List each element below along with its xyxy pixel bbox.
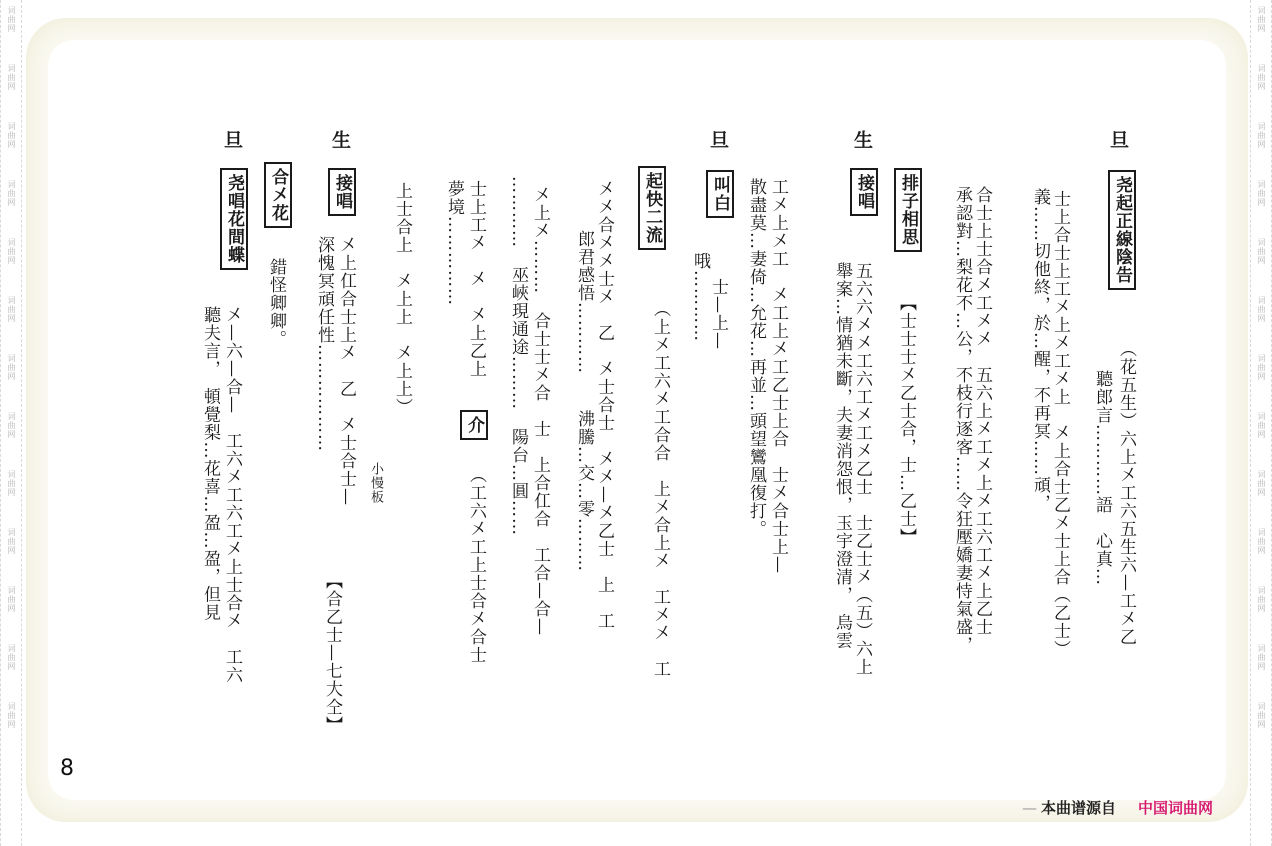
score-column-boxed — [850, 168, 878, 216]
score-column-text — [222, 306, 242, 684]
notation-line: 㐅—六—合— 工六㐅工六工㐅上士合㐅 工六 — [222, 306, 242, 684]
source-dash: — — [1022, 798, 1037, 817]
section-heading: 排子相思 — [894, 168, 922, 252]
watermark-text: 词曲网 — [1257, 6, 1266, 33]
score-column-text — [650, 300, 670, 678]
notation-line: 聽夫言， 頓覺梨…花喜…盈…盈，但見 — [200, 306, 220, 622]
notation-line: 散盡莫…妻倚…允花…再並…頭望鸞凰復打。 — [746, 178, 766, 538]
notation-line: 聽郎言…………語 心真… — [1092, 370, 1112, 586]
watermark-text: 词曲网 — [1257, 644, 1266, 671]
notation-line: 㐅㐅合㐅㐅士㐅 乙 㐅士合士 㐅㐅—㐅乙士 上 工 — [594, 180, 614, 630]
role-label: 生 — [851, 130, 873, 150]
right-watermark-strip — [1250, 0, 1272, 846]
role-label: 旦 — [1107, 130, 1129, 150]
score-column-text — [690, 252, 710, 342]
notation-line: 小慢板 — [368, 462, 383, 504]
score-column-text — [200, 306, 220, 622]
section-heading: 尧起正線陰告 — [1108, 170, 1136, 290]
section-heading: 合㐅花 — [264, 162, 292, 228]
notation-line: 上士合上 㐅上上 㐅上上） — [392, 182, 412, 416]
notation-line: 錯怪卿卿。 — [266, 258, 286, 348]
watermark-text: 词曲网 — [7, 528, 16, 555]
score-column-role — [1108, 130, 1128, 150]
notation-line: 承認對…梨花不…公，不枝行逐客……令狂壓嬌妻恃氣盛， — [952, 186, 972, 654]
watermark-text: 词曲网 — [7, 412, 16, 439]
notation-line: 【合乙士—七大仝】 — [322, 572, 342, 734]
score-column-text — [594, 180, 614, 630]
score-column-small — [368, 462, 383, 504]
score-column-boxed — [264, 162, 292, 228]
section-heading: 接唱 — [850, 168, 878, 216]
notation-line: 㐅上仜合士上㐅 乙 㐅士合士— — [336, 236, 356, 506]
watermark-text: 词曲网 — [1257, 354, 1266, 381]
notation-line: 士—上— — [708, 278, 728, 350]
notation-line: 合士上士合㐅工㐅㐅 五六上㐅工㐅上㐅工六工㐅上乙士 — [972, 186, 992, 636]
watermark-text: 词曲网 — [1257, 238, 1266, 265]
score-column-text — [322, 572, 342, 734]
score-column-boxed — [638, 166, 666, 250]
score-column-text — [952, 186, 972, 654]
section-heading: 接唱 — [328, 168, 356, 216]
watermark-text: 词曲网 — [7, 470, 16, 497]
score-column-text — [444, 180, 464, 306]
score-column-text — [266, 258, 286, 348]
score-column-text — [768, 178, 788, 574]
notation-line: 士上合士上工㐅上㐅工㐅上 㐅上合士乙㐅士上合（乙士） — [1050, 190, 1070, 658]
notation-line: 舉案…情猶未斷，夫妻消怨恨，玉宇澄清， 烏雲 — [832, 262, 852, 650]
watermark-text: 词曲网 — [7, 644, 16, 671]
score-column-boxed — [706, 170, 734, 218]
watermark-text: 词曲网 — [7, 64, 16, 91]
notation-line: 工㐅上㐅工 㐅工上㐅工乙士上合 士㐅合士上— — [768, 178, 788, 574]
score-column-text — [574, 230, 594, 572]
watermark-text: 词曲网 — [7, 296, 16, 323]
watermark-text: 词曲网 — [7, 702, 16, 729]
score-column-text — [508, 176, 528, 536]
notation-line: 夢境…………… — [444, 180, 464, 306]
watermark-text: 词曲网 — [1257, 702, 1266, 729]
role-label: 生 — [329, 130, 351, 150]
score-column-text — [1030, 188, 1050, 512]
watermark-text: 词曲网 — [7, 122, 16, 149]
score-column-boxed — [460, 410, 488, 440]
watermark-text: 词曲网 — [1257, 122, 1266, 149]
score-column-boxed — [328, 168, 356, 216]
watermark-text: 词曲网 — [1257, 180, 1266, 207]
score-column-role — [852, 130, 872, 150]
notation-line: 【士士士㐅乙士合，士…乙士】 — [896, 294, 916, 546]
section-heading: 起快二流 — [638, 166, 666, 250]
page-number: 8 — [60, 756, 74, 781]
watermark-text: 词曲网 — [1257, 528, 1266, 555]
section-heading: 尧唱花間蝶 — [220, 168, 248, 270]
score-column-text — [466, 180, 486, 378]
score-column-text — [466, 466, 486, 664]
watermark-text: 词曲网 — [1257, 64, 1266, 91]
source-credit — [1022, 797, 1213, 818]
watermark-text: 词曲网 — [7, 238, 16, 265]
score-column-role — [708, 130, 728, 150]
score-column-text — [852, 262, 872, 676]
score-column-text — [746, 178, 766, 538]
watermark-text: 词曲网 — [7, 586, 16, 613]
score-column-text — [1116, 340, 1136, 646]
notation-line: 士上工㐅 㐅 㐅上乙上 — [466, 180, 486, 378]
score-column-boxed — [1108, 170, 1136, 290]
notation-line: （工六㐅工上士合㐅合士 — [466, 466, 486, 664]
section-heading: 叫白 — [706, 170, 734, 218]
notation-line: 㐅上㐅……… 合士士㐅合 士 上合仜合 工合—合— — [530, 186, 550, 636]
role-label: 旦 — [221, 130, 243, 150]
score-column-text — [314, 236, 334, 452]
watermark-text: 词曲网 — [1257, 586, 1266, 613]
score-column-text — [1050, 190, 1070, 658]
notation-line: 郎君感悟………… 沸騰…交…零……… — [574, 230, 594, 572]
score-column-role — [330, 130, 350, 150]
notation-line: （上㐅工六㐅工合合 上㐅合上㐅 工㐅㐅 工 — [650, 300, 670, 678]
score-column-text — [832, 262, 852, 650]
notation-line: 哦………… — [690, 252, 710, 342]
section-heading: 介 — [460, 410, 488, 440]
score-column-role — [222, 130, 242, 150]
score-column-boxed — [894, 168, 922, 252]
watermark-text: 词曲网 — [7, 180, 16, 207]
watermark-text: 词曲网 — [1257, 412, 1266, 439]
score-column-text — [530, 186, 550, 636]
score-column-text — [972, 186, 992, 636]
score-column-boxed — [220, 168, 248, 270]
notation-line: ………… 巫峽現通途……… 陽台…圓…… — [508, 176, 528, 536]
source-prefix: 本曲谱源自 — [1041, 799, 1117, 817]
score-column-text — [896, 294, 916, 546]
notation-line: 深愧冥頑任性……………… — [314, 236, 334, 452]
score-column-text — [336, 236, 356, 506]
watermark-text: 词曲网 — [1257, 296, 1266, 323]
score-column-text — [708, 278, 728, 350]
score-column-text — [392, 182, 412, 416]
watermark-text: 词曲网 — [1257, 470, 1266, 497]
notation-line: （花五生）六上㐅工六五生六—工㐅乙 — [1116, 340, 1136, 646]
notation-line: 義……切他終，於…醒，不再冥……頑， — [1030, 188, 1050, 512]
watermark-text: 词曲网 — [7, 6, 16, 33]
left-watermark-strip — [0, 0, 22, 846]
source-site-link[interactable]: 中国词曲网 — [1138, 799, 1214, 817]
score-column-text — [1092, 370, 1112, 586]
notation-line: 五六六㐅㐅工六工㐅工㐅乙士 士乙士㐅（五）六上 — [852, 262, 872, 676]
role-label: 旦 — [707, 130, 729, 150]
watermark-text: 词曲网 — [7, 354, 16, 381]
